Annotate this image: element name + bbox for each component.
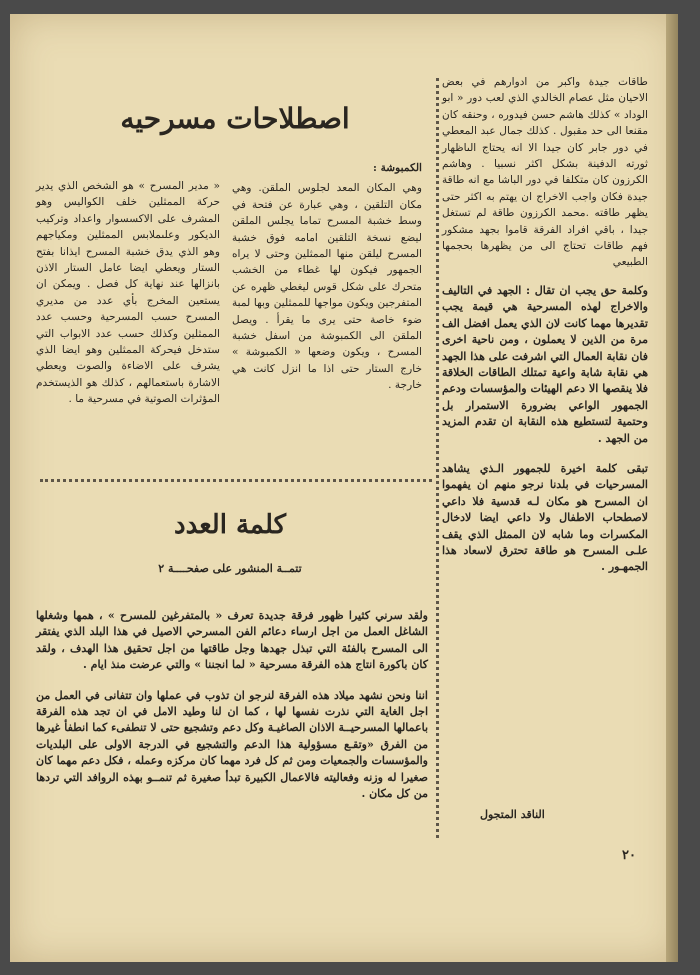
kamboosha-text: وهي المكان المعد لجلوس الملقن. وهي مكان التلقين ، وهي عبارة عن فتحة في وسط خشبة المسرح تماما يجلس الملقن ليضع نسخة التلقين امامه فوق خشبة المسرح ليلقن منها الممثلين وحتى لا يراه الجمهور فيكون لها غطاء من الخشب متحرك على شكل قوس ليغطي ظهره عن المتفرجين ويكون مواجها للممثلين وبها لمبة ضوء خاصة حتى يرى ما يقرأ . ويصل الملقن الى الكمبوشة من اسفل خشبة المسرح ، ويكون وضعها « الكمبوشة » خارج الستار حتى اذا ما انزل كانت هي خارجة . — [232, 182, 422, 392]
editorial-title: كلمة العدد — [174, 510, 286, 540]
review-paragraph-1: طاقات جيدة واكبر من ادوارهم في بعض الاحيان مثل عصام الخالدي الذي لعب دور « ابو الوداد » كذلك هاشم حسن فيدوره ، وحنقه كان مقنعا الى حد مقبول . كذلك جمال عبد المعطي في دور جابر كان جيدا الا انه يحتاج الىاظهار ثورته الدفينة بشكل اكثر نسبيا . وهاشم الكرزون كان متكلفا في دور الباشا مع انه طاقة جيدة فكان واجب الاخراج ان يهتم به اكثر حتى يظهر طاقته .محمد الكرزون طاقة لم تستغل جيدا ، باقي افراد الفرقة قاموا بجهد مشكور فهم طاقات تحتاج الى من يظهرها بحجمها الطبيعي — [442, 76, 648, 269]
editorial-paragraph-1: ولقد سرني كثيرا ظهور فرقة جديدة تعرف « بالمتفرغين للمسرح » ، همها وشغلها الشاغل العمل من اجل ارساء دعائم الفن المسرحي الاصيل في هذا البلد الذي يفتقر الى المسرح بالفئة التي تبذل جهدها وجل طاقتها من اجل تحقيق هذا الهدف ، ولقد كان باكورة انتاج هذه الفرقة مسرحية « لما انجننا » والتي عرضت منذ ايام . — [36, 609, 428, 672]
stage-manager-text: « مدير المسرح » هو الشخص الذي يدير حركة الممثلين خلف الكواليس وهو المشرف على الاكسسوار واعداد وتركيب الديكور وعلىملابس الممثلين ومكياجهم وهو الذي يدق خشبة المسرح ايذانا بفتح الستار ويعطي ايضا عامل الستار الاذن بانزالها عند نهاية كل فصل . ويمكن ان يستعين المخرج بأي عدد من مديري المسرح حسب المسرحية وحسب عدد الممثلين وكذلك حسب عدد الابواب التي ستدخل فيحركة الممثلين وهو ايضا الذي يشرف على الاضاءة والصوت ويعطي الاشارة باستعمالهم ، كذلك هو الذيستخدم المؤثرات الصوتية في مسرحية ما . — [36, 180, 220, 406]
page-spine — [666, 14, 678, 962]
critic-signature: الناقد المتجول — [480, 808, 545, 821]
continuation-note: تتمــة المنشور على صفحــــة ٢ — [158, 562, 302, 575]
editorial-body — [36, 608, 428, 868]
review-paragraph-2: وكلمة حق يجب ان تقال : الجهد في التاليف والاخراج لهذه المسرحية هي قيمة يجب تقديرها مهما كانت لان الذي يعمل افضل الف مرة من الذين لا يعملون ، ومن ناحية اخرى فان نقابة العمال التي اشرفت على هذا الجهد هي نقابة شابة واعية تمتلك الطاقات الخلاقة فلا ينقصها الا دعم الهيئات والمؤسسات ودعم الجمهور الواعي بضرورة الاستمرار بل وحتمية لتستطيع هذه النقابة ان تقدم المزيد من الجهد . — [442, 283, 648, 445]
review-paragraph-3: تبقى كلمة اخيرة للجمهور الـذي يشاهد المسرحيات في بلدنا نرجو منهم ان يفهموا ان المسرح هو مكان لـه قدسية فلا داعي لاصطحاب الاطفال ولا داعي ايضا لادخال المكسرات وما شابه لان الممثل الذي يقف علـى المسرح هو طاقة تحترق لاسعاد هذا الجمهـور . — [442, 461, 648, 574]
glossary-title: اصطلاحات مسرحيه — [120, 102, 350, 135]
kamboosha-heading: الكمبوشة : — [373, 162, 422, 174]
editorial-paragraph-2: اننا ونحن نشهد ميلاد هذه الفرقة لنرجو ان تذوب في عملها وان تتفانى في العمل من اجل الغاية التي نذرت نفسها لها ، كما ان لنا وطيد الامل في ان تجد هذه الفرقة باعمالها المسرحيــة الاذان الصاغيـة وكل دعم وتشجيع حتى لا تنطفىء كما انطفأ غيرها من الفرق «وتقـع مسؤولية هذا الدعم والتشجيع في الدرجة الاولى على البلديات والمؤسسات والجمعيات ومن ثم كل فرد مهما كان مركزه وعمله ، فكل دعم مهما كان صغيرا له وزنه وفعاليته فالاعمال الكبيرة تبدأ صغيرة ثم تنمــو بهذه الروافد التي تردها من كل مكان . — [36, 688, 428, 801]
column-divider — [436, 78, 439, 838]
page-number: ٢٠ — [622, 848, 636, 863]
section-divider — [40, 479, 432, 482]
kamboosha-section — [232, 160, 422, 480]
review-column — [442, 74, 648, 874]
magazine-page — [10, 14, 678, 962]
stage-manager-section — [36, 178, 220, 478]
